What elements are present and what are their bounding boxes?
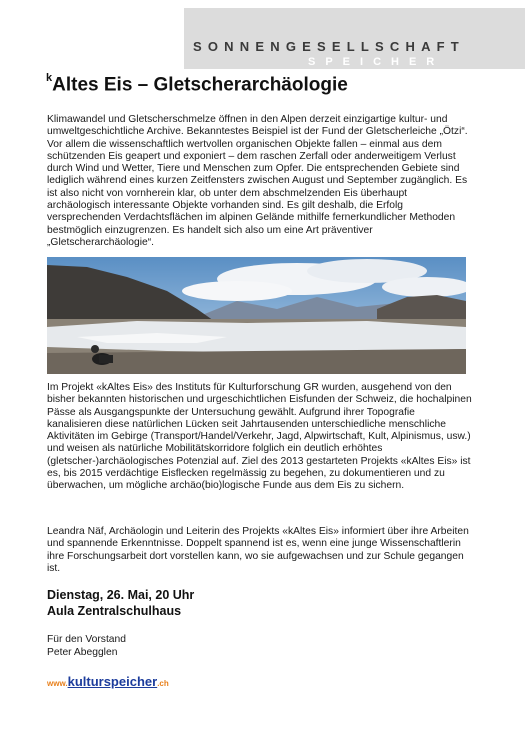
event-date: Dienstag, 26. Mai, 20 Uhr: [47, 588, 195, 602]
organization-subtitle: SPEICHER: [308, 56, 445, 68]
title-text: Altes Eis – Gletscherarchäologie: [52, 74, 348, 96]
website-link[interactable]: [47, 673, 169, 691]
organization-name: SONNENGESELLSCHAFT: [193, 39, 465, 54]
signature-line-1: Für den Vorstand: [47, 634, 126, 645]
project-paragraph: Im Projekt «kAltes Eis» des Instituts für Kulturforschung GR wurden, ausgehend von den bisher bekannten historischen und urgeschichtlichen Eisfunden der Schweiz, die hochalpinen Pässe als Ausgangspunkte der Untersuchung gewählt. Aufgrund ihrer Topografie kanalisieren diese natürlichen Lücken seit Jahrtausenden unterschiedliche menschliche Aktivitäten im Gebirge (Transport/Handel/Verkehr, Jagd, Alpwirtschaft, Kult, Alpinismus, usw.) und weisen als natürliche Mobilitätskorridore folglich ein deutlich erhöhtes (gletscher-)archäologisches Potenzial auf. Ziel des 2013 gestarteten Projekts «kAltes Eis» ist es, bis 2015 verdächtige Eisflecken regelmässig zu begehen, zu dokumentieren und zu überwachen, um mögliche archäo(bio)logische Funde aus dem Eis zu sichern.: [47, 382, 472, 492]
intro-paragraph: Klimawandel und Gletscherschmelze öffnen in den Alpen derzeit einzigartige kultur- und umweltgeschichtliche Archive. Bekanntestes Beispiel ist der Fund der Gletscherleiche „Ötzi“. Vor allem die wissenschaftlich wertvollen organischen Objekte fallen – einmal aus dem schützenden Eis geapert und exponiert – dem raschen Zerfall oder anderweitigem Verlust durch Wind und Wetter, Tiere und Menschen zum Opfer. Die entsprechenden Gebiete sind lediglich während eines kurzen Zeitfensters zwischen August und September zugänglich. Es ist also nicht von vornherein klar, ob unter dem abschmelzenden Eis überhaupt archäologisch interessante Objekte vorhanden sind. Es gilt deshalb, die Erfolg versprechenden Verdachtsflächen im alpinen Gelände mithilfe fernerkundlicher Methoden bestmöglich einzugrenzen. Es handelt sich also um eine Art präventiver „Gletscherarchäologie“.: [47, 114, 468, 248]
page-title: [46, 74, 348, 96]
glacier-photo: [47, 257, 466, 374]
speaker-paragraph: Leandra Näf, Archäologin und Leiterin des Projekts «kAltes Eis» informiert über ihre Arbeiten und spannende Erkenntnisse. Doppelt spannend ist es, wenn eine junge Wissenschaftlerin ihre Forschungsarbeit dort vorstellen kann, wo sie aufgewachsen und zur Schule gegangen ist.: [47, 526, 469, 574]
website-domain: kulturspeicher: [67, 674, 158, 689]
website-suffix: .ch: [157, 679, 169, 688]
event-location: Aula Zentralschulhaus: [47, 604, 182, 618]
signature-line-2: Peter Abegglen: [47, 647, 118, 658]
title-superscript: k: [46, 72, 53, 84]
website-prefix: www.: [47, 679, 68, 688]
